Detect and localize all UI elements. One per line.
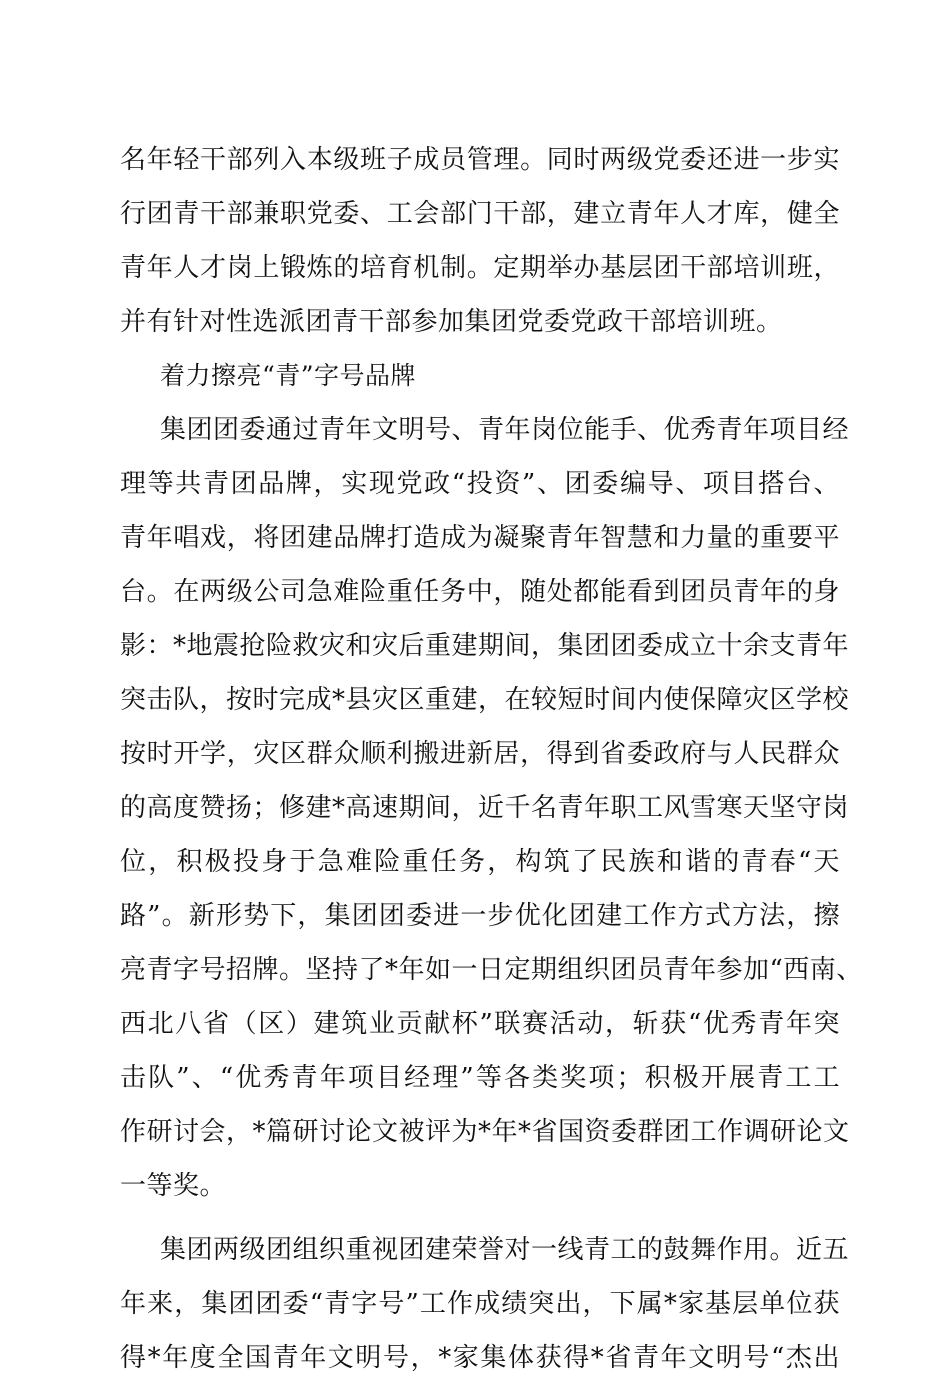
p3-line-1: 集团两级团组织重视团建荣誉对一线青工的鼓舞作用。近五 (160, 1235, 850, 1265)
p2-line-1: 集团团委通过青年文明号、青年岗位能手、优秀青年项目经 (160, 415, 850, 445)
p2-line-9: 位，积极投身于急难险重任务，构筑了民族和谐的青春“天 (120, 847, 840, 877)
p2-line-6: 突击队，按时完成*县灾区重建，在较短时间内使保障灾区学校 (120, 685, 850, 715)
p2-line-10: 路”。新形势下，集团团委进一步优化团建工作方式方法，擦 (120, 901, 840, 931)
p2-line-3: 青年唱戏，将团建品牌打造成为凝聚青年智慧和力量的重要平 (120, 523, 840, 553)
p2-line-5: 影：*地震抢险救灾和灾后重建期间，集团团委成立十余支青年 (120, 631, 850, 661)
p2-line-4: 台。在两级公司急难险重任务中，随处都能看到团员青年的身 (120, 577, 840, 607)
p2-line-8: 的高度赞扬；修建*高速期间，近千名青年职工风雪寒天坚守岗 (120, 793, 850, 823)
p1-line-2: 行团青干部兼职党委、工会部门干部，建立青年人才库，健全 (120, 199, 840, 229)
p2-line-2: 理等共青团品牌，实现党政“投资”、团委编导、项目搭台、 (120, 469, 840, 499)
p2-line-11: 亮青字号招牌。坚持了*年如一日定期组织团员青年参加“西南、 (120, 955, 863, 985)
p1-line-3: 青年人才岗上锻炼的培育机制。定期举办基层团干部培训班， (120, 253, 840, 283)
p3-line-2: 年来，集团团委“青字号”工作成绩突出，下属*家基层单位获 (120, 1289, 840, 1319)
p2-line-14: 作研讨会，*篇研讨论文被评为*年*省国资委群团工作调研论文 (120, 1117, 850, 1147)
p3-line-3: 得*年度全国青年文明号，*家集体获得*省青年文明号“杰出 (120, 1343, 840, 1373)
p1-line-1: 名年轻干部列入本级班子成员管理。同时两级党委还进一步实 (120, 145, 840, 175)
p2-line-12: 西北八省（区）建筑业贡献杯”联赛活动，斩获“优秀青年突 (120, 1009, 840, 1039)
p2-line-13: 击队”、“优秀青年项目经理”等各类奖项；积极开展青工工 (120, 1063, 840, 1093)
p2-line-15: 一等奖。 (120, 1171, 227, 1201)
p2-line-7: 按时开学，灾区群众顺利搬进新居，得到省委政府与人民群众 (120, 739, 840, 769)
section-heading: 着力擦亮“青”字号品牌 (160, 361, 417, 390)
p1-line-4: 并有针对性选派团青干部参加集团党委党政干部培训班。 (120, 307, 783, 337)
